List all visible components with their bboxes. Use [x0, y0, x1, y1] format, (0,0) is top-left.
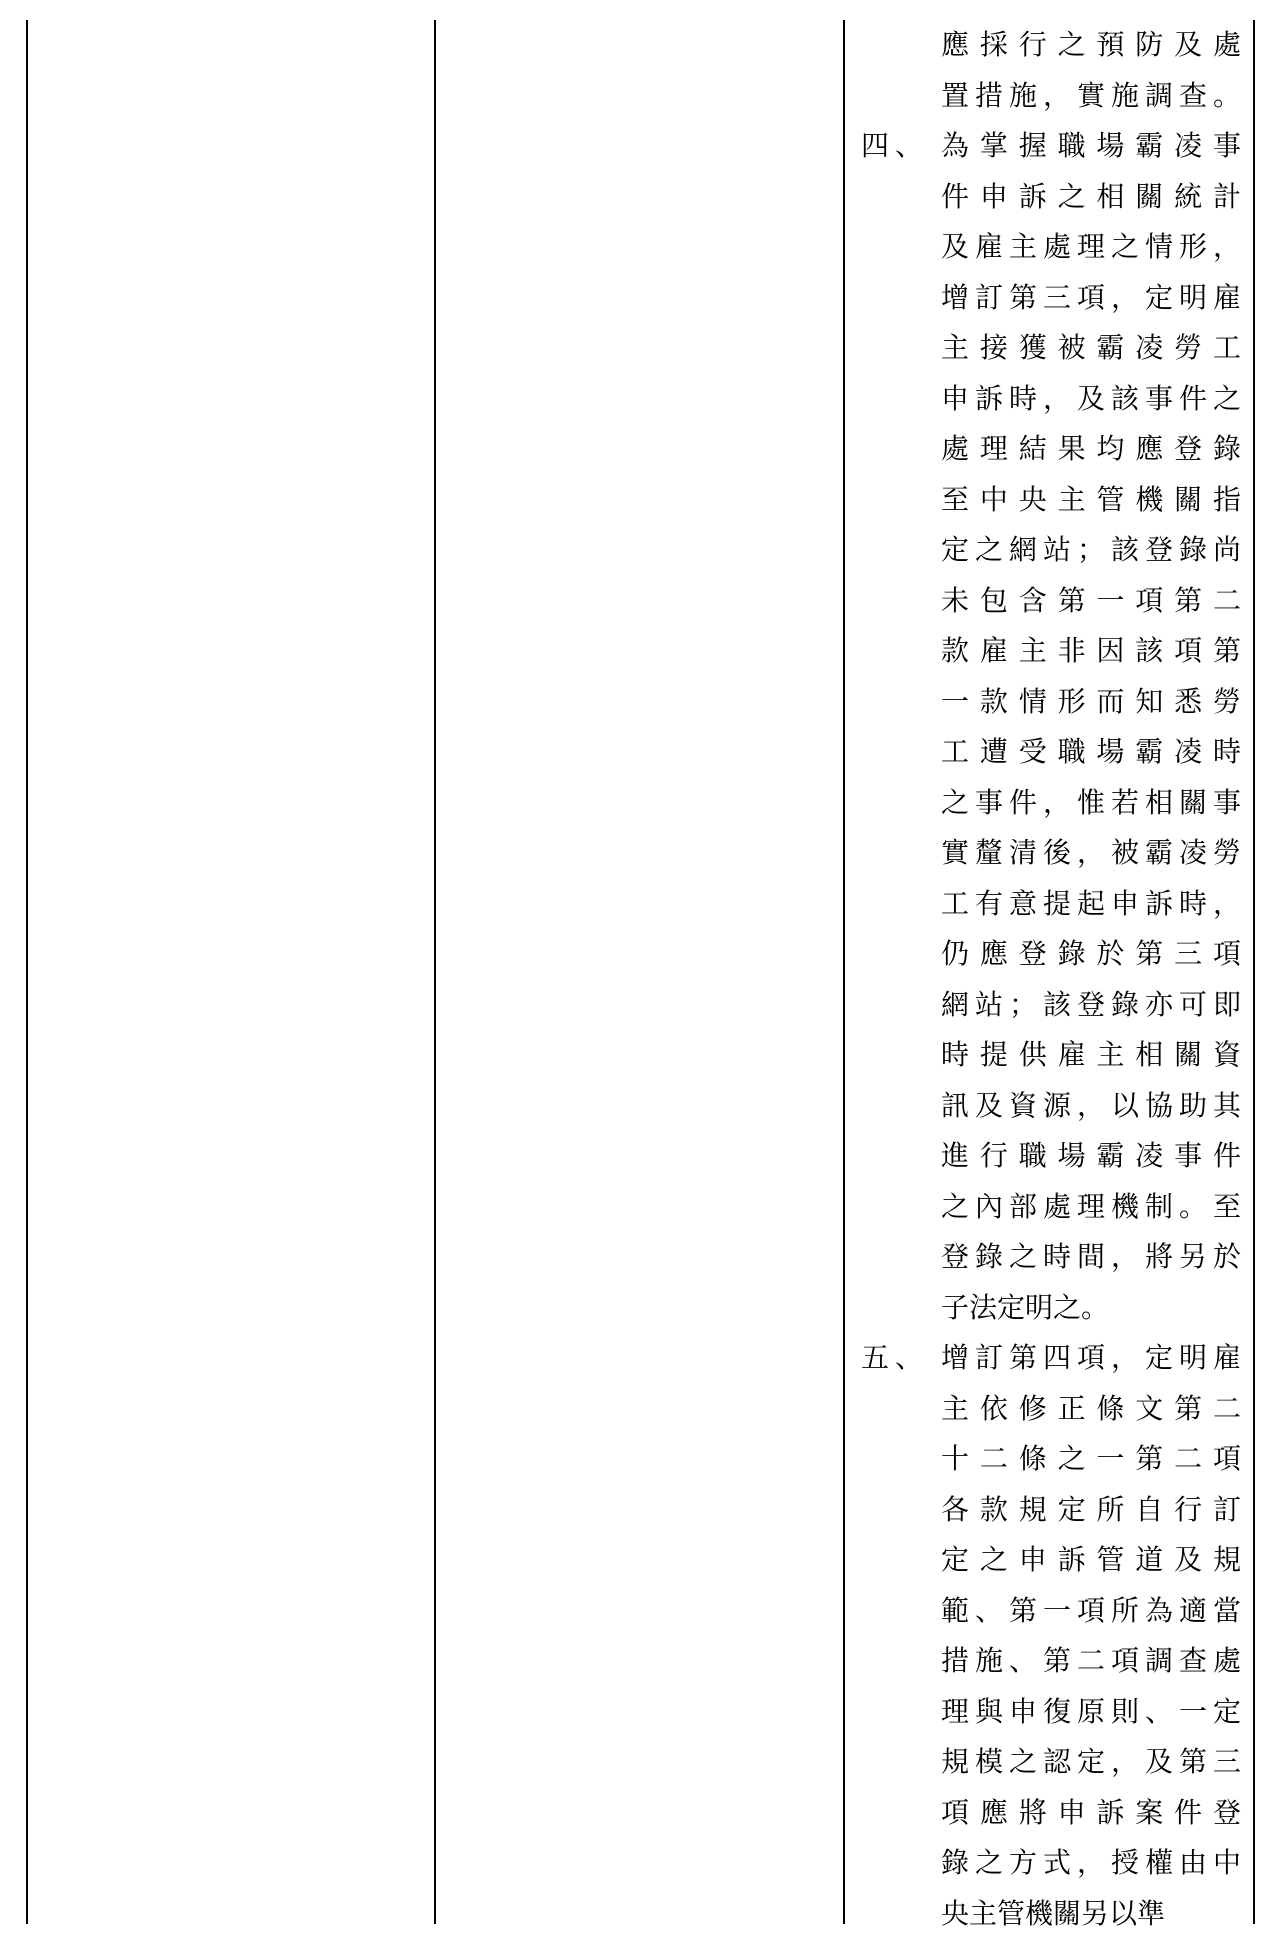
item-text-line: 增訂第四項，定明雇 [941, 1341, 1241, 1374]
item-text-line: 定之申訴管道及規 [941, 1543, 1241, 1576]
item-text-line: 之事件，惟若相關事 [941, 785, 1241, 819]
item-marker: 五、 [861, 1341, 930, 1374]
item-text-line: 登錄之時間，將另於 [941, 1240, 1241, 1273]
item-text-line: 及雇主處理之情形， [941, 230, 1241, 263]
explanation-item [847, 121, 1257, 1333]
item-text-line: 實釐清後，被霸凌勞 [941, 836, 1241, 869]
item-marker: 四、 [861, 129, 930, 162]
item-text-line: 網站；該登錄亦可即 [941, 987, 1241, 1021]
item-text-line: 至中央主管機關指 [941, 482, 1241, 516]
item-text-line: 申訴時，及該事件之 [941, 381, 1241, 415]
item-text-line: 款雇主非因該項第 [941, 634, 1241, 667]
amendment-column-2 [436, 20, 843, 1924]
item-text-line: 子法定明之。 [941, 1290, 1110, 1324]
item-text-line: 訊及資源，以協助其 [941, 1088, 1241, 1122]
item-text-line: 增訂第三項，定明雇 [941, 280, 1241, 314]
item-text-line: 十二條之一第二項 [941, 1442, 1241, 1475]
explanation-column [847, 20, 1257, 1939]
item-text-line: 一款情形而知悉勞 [941, 684, 1241, 718]
item-text-line: 央主管機關另以準 [941, 1896, 1166, 1930]
item-text-line: 時提供雇主相關資 [941, 1038, 1241, 1071]
item-text-line: 各款規定所自行訂 [941, 1492, 1241, 1526]
item-text-line: 項應將申訴案件登 [941, 1795, 1241, 1829]
explanation-item [847, 1333, 1257, 1939]
continuation-block [847, 20, 1257, 121]
continuation-line: 應採行之預防及處 [941, 28, 1241, 61]
item-text-line: 錄之方式，授權由中 [941, 1846, 1241, 1879]
item-text-line: 措施、第二項調查處 [941, 1644, 1241, 1677]
item-text-line: 件申訴之相關統計 [941, 179, 1241, 213]
item-text-line: 工遭受職場霸凌時 [941, 735, 1241, 768]
item-text-line: 定之網站；該登錄尚 [941, 533, 1241, 566]
amendment-column-1 [28, 20, 434, 1924]
item-text-line: 範、第一項所為適當 [941, 1593, 1241, 1627]
item-text-line: 主接獲被霸凌勞工 [941, 331, 1241, 364]
item-text-line: 為掌握職場霸凌事 [941, 129, 1241, 162]
item-text-line: 未包含第一項第二 [941, 583, 1241, 617]
item-text-line: 仍應登錄於第三項 [941, 937, 1241, 970]
item-text-line: 主依修正條文第二 [941, 1391, 1241, 1425]
item-text-line: 工有意提起申訴時， [941, 886, 1241, 920]
continuation-line: 置措施，實施調查。 [941, 78, 1241, 112]
explanation-items [847, 121, 1257, 1939]
table-border-col2-col3 [843, 20, 845, 1924]
item-text-line: 理與申復原則、一定 [941, 1694, 1241, 1728]
item-text-line: 處理結果均應登錄 [941, 432, 1241, 465]
item-text-line: 規模之認定，及第三 [941, 1745, 1241, 1778]
item-text-line: 進行職場霸凌事件 [941, 1139, 1241, 1172]
item-text-line: 之內部處理機制。至 [941, 1189, 1241, 1223]
